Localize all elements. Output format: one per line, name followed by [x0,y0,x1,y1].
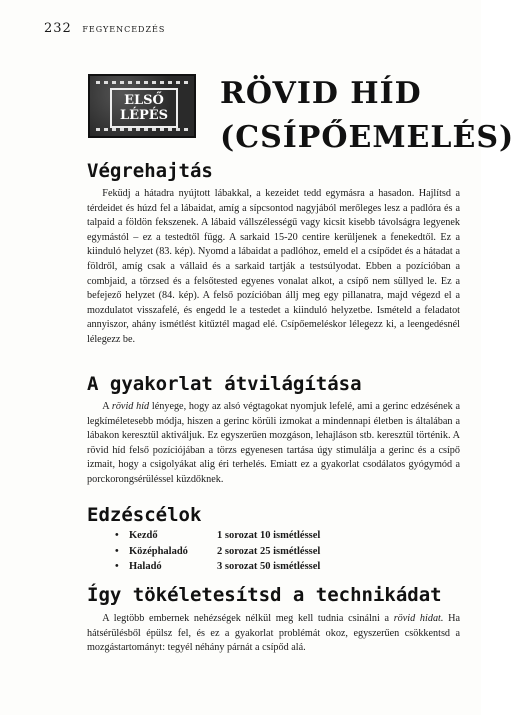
goal-target: 1 sorozat 10 ismétléssel [217,530,321,541]
step-badge-label [110,88,178,128]
running-head [44,21,165,36]
bullet: • [115,530,119,541]
goals-heading: Edzéscélok [87,504,202,526]
perfect-italic: rövid hidat. [393,613,444,624]
goal-target: 3 sorozat 50 ismétléssel [217,561,321,572]
page-number: 232 [44,21,72,36]
step-badge [88,74,196,138]
goal-level: Kezdő [129,530,158,541]
title-line-2: (CSÍPŐEMELÉS) [220,120,514,155]
perfect-text: A legtöbb embernek nehézségek nélkül meg kell tudnia csinálni a rövid hidat. Ha hátsérülésből épülsz fel, és ez a gyakorlat problémát okoz, egyszerűen csökkentsd a mozgástartományt: tegyél néhány párnát a csípőd alá. [87,613,460,654]
explanation-text: A rövid híd lényege, hogy az alsó végtagokat nyomjuk lefelé, ami a gerinc edzésének a legkíméletesebb módja, hiszen a gerinc körüli izmokat a mindennapi életben is általában a lábakon keresztül aktiváljuk. Ez egyszerűen mozgáson, lehajláson stb. keresztül történik. A rövid híd felső pozíciójában a törzs egyenesen tartása úgy stimulálja a gerinc és a csípő izmait, hogy a csigolyákat alig éri terhelés. Emiatt ez a gyakorlat csodálatos gyógymód a porckorongsérüléssel küzdőknek. [87,401,460,485]
badge-line-2: LÉPÉS [119,108,169,123]
execution-heading: Végrehajtás [87,160,213,182]
goal-level: Középhaladó [129,545,188,557]
title-line-1: RÖVID HÍD [220,76,422,111]
goal-row-advanced [115,559,375,575]
explanation-italic: rövid híd [111,401,150,412]
bullet: • [115,545,119,557]
goal-target: 2 sorozat 25 ismétléssel [217,545,321,557]
perfect-heading: Így tökéletesítsd a technikádat [87,584,442,606]
bullet: • [115,561,119,572]
book-title: FEGYENCEDZÉS [82,25,166,34]
goal-level: Haladó [129,561,162,572]
goal-row-beginner [115,528,375,544]
goal-row-intermediate [115,544,375,560]
execution-text: Feküdj a hátadra nyújtott lábakkal, a kezeidet tedd egymásra a hasadon. Hajlítsd a térdeidet és húzd fel a lábaidat, amíg a sípcsontod nagyjából merőleges lesz a padlóra és a talpaid a földön fekszenek. A lábaid vállszélességű vagy kicsit kisebb távolságra legyenek egymástól – ez a testedtől függ. A sarkaid 15-20 centire kerüljenek a fenekedtől. Ez a kiinduló helyzet (83. kép). Nyomd a lábaidat a padlóhoz, emeld el a csípődet és a hátadat a földről, amíg csak a vállaid és a sarkaid tartják a testsúlyodat. Ebben a pozícióban a combjaid, a törzsed és a felsőtested egyenes vonalat alkot, a csípő nem süllyed le. Ez a befejező helyzet (84. kép). A felső pozícióban állj meg egy pillanatra, majd végezd el a mozdulatot visszafelé, és engedd le a testedet a kiinduló helyzetbe. Ismételd a feladatot annyiszor, ahány ismétlést kitűztél magad elé. Csípőemeléskor lélegezz ki, a leengedésnél lélegezz be. [87,188,460,345]
badge-line-1: ELSŐ [124,93,164,108]
explanation-heading: A gyakorlat átvilágítása [87,373,362,395]
exercise-title [220,72,514,160]
training-goals-list [115,528,375,575]
